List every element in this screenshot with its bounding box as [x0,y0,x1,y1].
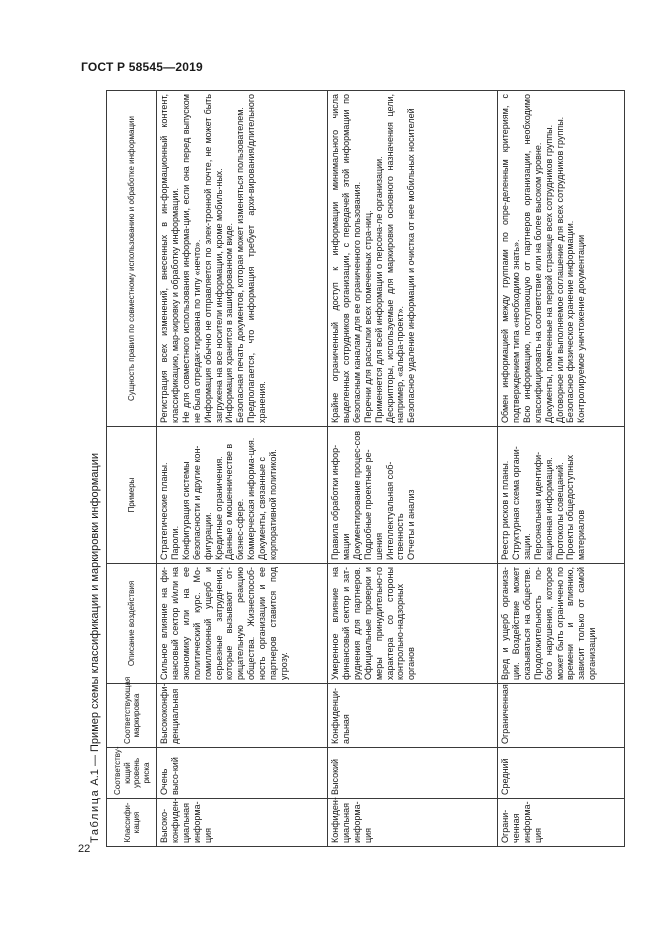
col-header-classification: Классифи-кация [107,799,157,847]
cell-classification: Ограни-ченная информа-ция [498,799,625,847]
rule-line: Безопасное удаление информации и очистка от нее мобильных носителей [406,108,417,423]
example-line: Интеллектуальная соб-ственность [384,461,406,560]
example-line: Стратегические планы. [159,462,169,560]
rule-line: Контролируемое уничтожение документации [576,234,587,423]
cell-rules [328,91,498,427]
cell-examples [328,427,498,564]
rule-line: Регистрация всех изменений, внесенных в ин-формационный контент, классификацию, мар-кировку и обработку информации. [159,94,180,423]
page-number: 22 [78,843,91,855]
example-line: Кредитные ограничения. [213,456,224,560]
col-header-marking: Соответствующая маркировка [107,684,157,748]
cell-risk: Очень высо-кий [157,748,328,799]
rule-line: Документы, помеченные на первой странице всех сотрудников группы. [543,124,554,423]
rule-line: Дескрипторы, используемые для маркировки основного назначения цели, например, «альфа-проект». [384,94,406,423]
cell-marking: Конфиденци-альная [328,684,498,748]
cell-impact: Сильное влияние на фи-нансовый сектор и/или на экономику или на ее политический курс. Мо-гомиллионный ущерб и серьезные затруднения, которые вызывают от-рицательную реакцию общества. Жизнеспособ-ность организации и ее партнеров ставится под угрозу. [157,564,328,684]
table-row [328,91,498,847]
cell-examples [157,427,328,564]
rule-line: Крайне ограниченный доступ к информации минимального числа выделенных сотрудников организации, с передачей этой информации по безопасным каналам для ее ограниченного пользования. [330,94,362,423]
rule-line: Безопасная печать документов, которая может изменяться пользователем. [235,107,246,423]
col-header-impact: Описание воздействия [107,564,157,684]
document-title: ГОСТ Р 58545—2019 [81,60,203,74]
rule-line: Договорное или выполняемое соглашение для всех сотрудников группы. [554,116,565,423]
rule-line: Безопасное физическое хранение информации. [565,220,576,423]
example-line: Коммерческая информа-ция. [246,437,257,560]
cell-marking: Ограниченная [498,684,625,748]
rule-line: Применяется для всей информации о персона-ле организации. [373,156,384,423]
col-header-examples: Примеры [107,427,157,564]
table-row [498,91,625,847]
example-line: Документы, связанные с корпоративной политикой. [257,449,279,560]
example-line: Проекты общедоступных материалов [565,454,587,560]
example-line: Структурная схема органи-зации. [510,446,532,560]
cell-rules [157,91,328,427]
table-row [157,91,328,847]
rule-line: Информация хранится в зашифрованном виде. [224,223,235,423]
example-line: Персональная идентифи-кационная информация. [532,451,554,560]
col-header-risk: Соответству-ющий уровень риска [107,748,157,799]
example-line: Отчеты и анализ [406,489,417,560]
example-line: Реестр рисков и планы. [500,460,510,560]
cell-classification: Высоко-конфиден-циальная информа-ция [157,799,328,847]
rotated-table-block [88,91,625,847]
table-caption-word: Таблица [89,788,101,843]
example-line: Протоколы совещаний. [554,462,565,560]
cell-impact: Вред и ущерб организа-ции. Воздействие может сказываться на обществе. Продолжительность по-бого нарушения, которое может быть ограничено по времени и влиянию, зависит только от самой организации [498,564,625,684]
rule-line: Предполагается, что информация требует архи-вирования/длительного хранения. [246,94,268,423]
cell-classification: Конфиден-циальная информа-ция [328,799,498,847]
example-line: Конфигурация системы безопасности и другие кон-фигурации. [180,445,213,560]
rule-line: Не для совместного использования информа-ции, если она перед выпуском не была отредак-тирована по типу «нечто». [180,94,202,423]
example-line: Пароли. [169,525,180,560]
cell-rules [498,91,625,427]
table-caption [88,91,102,843]
rule-line: Обмен информацией между группами по опре-деленным критериям, с подтверждением типа «необходимо знать». [500,94,521,423]
example-line: Подробные проектные ре-шения [362,449,384,560]
col-header-rules: Сущность правил по совместному использованию и обработке информации [107,91,157,427]
rule-line: Перечни для рассылки всех помеченных стра-ниц. [362,210,373,423]
example-line: Документирование процес-сов [351,431,362,560]
cell-risk: Средний [498,748,625,799]
classification-table [106,90,625,847]
cell-marking: Высококонфи-денциальная [157,684,328,748]
table-caption-text: А.1 — Пример схемы классификации и маркировки информации [89,452,101,786]
cell-impact: Умеренное влияние на финансовый сектор и зат-руднения для партнеров. Официальные проверки и меры принудительно-го характера со стороны контрольно-надзорных органов [328,564,498,684]
cell-examples [498,427,625,564]
table-header-row [107,91,157,847]
cell-risk: Высокий [328,748,498,799]
example-line: Данные о мошенничестве в бизнес-сфере. [224,443,246,560]
example-line: Правила обработки инфор-мации [330,444,351,560]
rule-line: Всю информацию, поступающую от партнеров организации, необходимо классифицировать на соответствие или на более высоком уровне. [521,94,543,423]
rule-line: Информация обычно не отправляется по элек-тронной почте, не может быть загружена на все носители информации, кроме мобиль-ных. [202,94,224,423]
